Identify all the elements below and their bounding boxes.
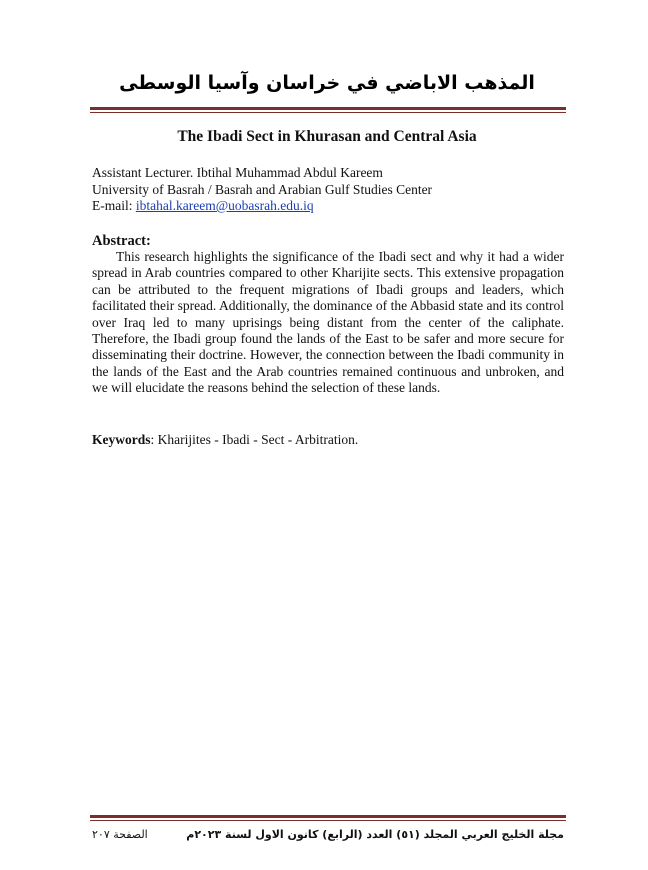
author-email-line bbox=[92, 198, 432, 215]
author-name: Assistant Lecturer. Ibtihal Muhammad Abdul Kareem bbox=[92, 165, 383, 180]
abstract-text: This research highlights the significance of the Ibadi sect and why it had a wider spread in Arab countries compared to other Kharijite sects. This extensive propagation can be attributed to the frequent migrations of Ibadi groups and leaders, which facilitated their spread. Additionally, the dominance of the Abbasid state and its control over Iraq led to many uprisings being distant from the center of the caliphate. Therefore, the Ibadi group found the lands of the East to be safer and more secure for disseminating their doctrine. However, the connection between the Ibadi community in the lands of the East and the Arab countries remained continuous and unbroken, and we will elucidate the reasons behind the selection of these lands. bbox=[92, 249, 564, 396]
email-label: E-mail: bbox=[92, 198, 136, 213]
footer-journal-citation: مجلة الخليج العربي المجلد (٥١) العدد (الرابع) كانون الاول لسنة ٢٠٢٣م bbox=[186, 828, 564, 841]
author-affiliation: University of Basrah / Basrah and Arabian Gulf Studies Center bbox=[92, 181, 433, 197]
header-rule-thick bbox=[90, 107, 566, 110]
author-block bbox=[92, 165, 432, 215]
keywords-line bbox=[92, 432, 358, 448]
keywords-text: : Kharijites - Ibadi - Sect - Arbitration. bbox=[150, 432, 359, 447]
footer-rule-thin bbox=[90, 820, 566, 821]
footer-rule-thick bbox=[90, 815, 566, 818]
running-header-title: المذهب الاباضي في خراسان وآسيا الوسطى bbox=[119, 72, 535, 94]
keywords-label: Keywords bbox=[92, 432, 151, 447]
email-link[interactable]: ibtahal.kareem@uobasrah.edu.iq bbox=[135, 198, 314, 213]
footer-page-number: الصفحة ٢٠٧ bbox=[92, 828, 148, 841]
paper-title: The Ibadi Sect in Khurasan and Central Asia bbox=[177, 128, 477, 145]
abstract-heading: Abstract: bbox=[92, 233, 151, 249]
header-rule-thin bbox=[90, 112, 566, 113]
